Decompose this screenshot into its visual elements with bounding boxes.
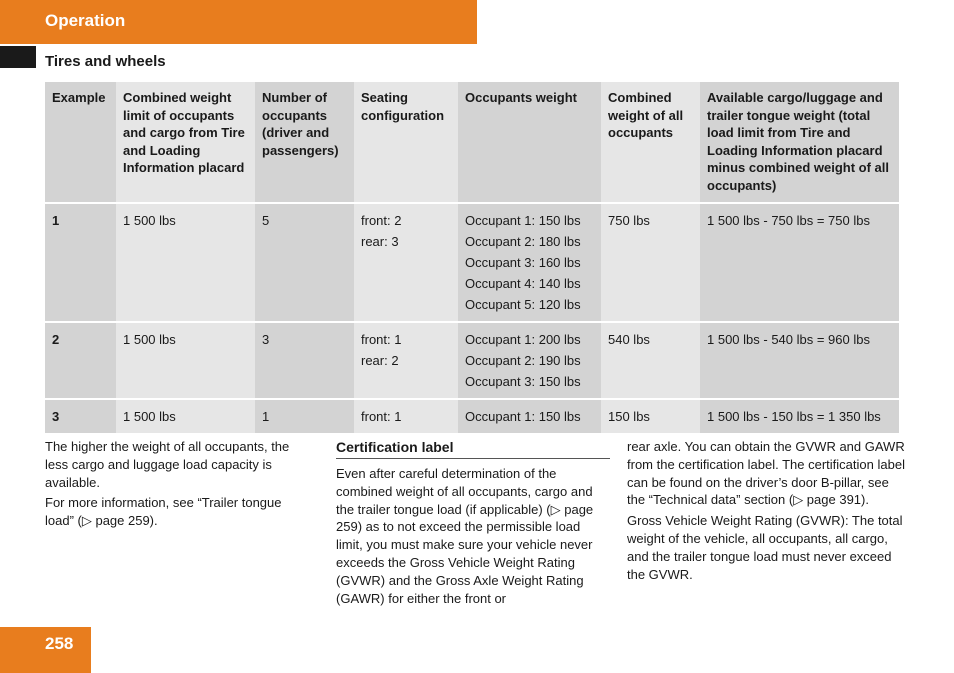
combined-weight: 150 lbs	[601, 399, 700, 434]
table-row	[45, 203, 899, 322]
occupant-weight-line: Occupant 4: 140 lbs	[465, 275, 581, 291]
weight-limit: 1 500 lbs	[116, 399, 255, 434]
example-number: 3	[45, 399, 116, 434]
section-title: Tires and wheels	[45, 53, 166, 70]
available-weight: 1 500 lbs - 540 lbs = 960 lbs	[700, 322, 899, 399]
available-weight: 1 500 lbs - 150 lbs = 1 350 lbs	[700, 399, 899, 434]
body-column-3	[627, 438, 907, 586]
header-combined-weight: Combined weight of all occupants	[601, 82, 700, 203]
occupants-weight	[458, 203, 601, 322]
seating-config	[354, 399, 458, 434]
seating-config	[354, 203, 458, 322]
weight-limit: 1 500 lbs	[116, 203, 255, 322]
occupant-weight-line: Occupant 1: 200 lbs	[465, 331, 581, 347]
header-available-cargo: Available cargo/luggage and trailer tongue weight (total load limit from Tire and Loading Information placard minus combined weight of all occupants)	[700, 82, 899, 203]
seating-line: front: 1	[361, 408, 402, 424]
seating-line: front: 1	[361, 331, 402, 347]
occupant-count: 3	[255, 322, 354, 399]
seating-line: rear: 2	[361, 352, 399, 368]
table-header-row	[45, 82, 899, 203]
header-seating: Seating configuration	[354, 82, 458, 203]
occupant-weight-line: Occupant 3: 160 lbs	[465, 254, 581, 270]
seating-config	[354, 322, 458, 399]
paragraph: Even after careful determination of the combined weight of all occupants, cargo and the trailer tongue load (if applicable) (▷ page 259) as to not exceed the permissible load limit, you must make sure your vehicle never exceeds the Gross Vehicle Weight Rating (GVWR) and the Gross Axle Weight Rating (GAWR) for either the front or	[336, 466, 594, 606]
subsection-heading: Certification label	[336, 438, 610, 459]
body-column-2	[336, 438, 610, 610]
occupant-count: 1	[255, 399, 354, 434]
header-occupants-weight: Occupants weight	[458, 82, 601, 203]
paragraph: rear axle. You can obtain the GVWR and GAWR from the certification label. The certification label can be found on the driver’s door B-pillar, see the “Technical data” section (▷ page 391).	[627, 439, 905, 508]
weight-limit: 1 500 lbs	[116, 322, 255, 399]
combined-weight: 750 lbs	[601, 203, 700, 322]
example-number: 1	[45, 203, 116, 322]
occupant-weight-line: Occupant 3: 150 lbs	[465, 373, 581, 389]
occupants-weight	[458, 322, 601, 399]
combined-weight: 540 lbs	[601, 322, 700, 399]
occupants-weight	[458, 399, 601, 434]
available-weight: 1 500 lbs - 750 lbs = 750 lbs	[700, 203, 899, 322]
paragraph: The higher the weight of all occupants, the less cargo and luggage load capacity is available.	[45, 439, 290, 490]
paragraph: Gross Vehicle Weight Rating (GVWR): The total weight of the vehicle, all occupants, all cargo, and the trailer tongue load must never exceed the GVWR.	[627, 513, 903, 582]
occupant-weight-line: Occupant 2: 180 lbs	[465, 233, 581, 249]
table-row	[45, 322, 899, 399]
seating-line: rear: 3	[361, 233, 399, 249]
occupant-weight-line: Occupant 2: 190 lbs	[465, 352, 581, 368]
occupant-weight-line: Occupant 1: 150 lbs	[465, 408, 581, 424]
header-weight-limit: Combined weight limit of occupants and cargo from Tire and Loading Information placard	[116, 82, 255, 203]
page-number: 258	[45, 634, 74, 653]
seating-line: front: 2	[361, 212, 402, 228]
occupant-count: 5	[255, 203, 354, 322]
occupant-weight-line: Occupant 5: 120 lbs	[465, 296, 581, 312]
load-examples-table	[45, 82, 899, 435]
body-column-1	[45, 438, 313, 533]
table-row	[45, 399, 899, 434]
occupant-weight-line: Occupant 1: 150 lbs	[465, 212, 581, 228]
section-marker	[0, 46, 36, 68]
header-number-occupants: Number of occupants (driver and passengers)	[255, 82, 354, 203]
example-number: 2	[45, 322, 116, 399]
chapter-title: Operation	[45, 11, 126, 30]
header-example: Example	[45, 82, 116, 203]
cross-reference-link[interactable]: For more information, see “Trailer tongue load” (▷ page 259).	[45, 495, 282, 529]
